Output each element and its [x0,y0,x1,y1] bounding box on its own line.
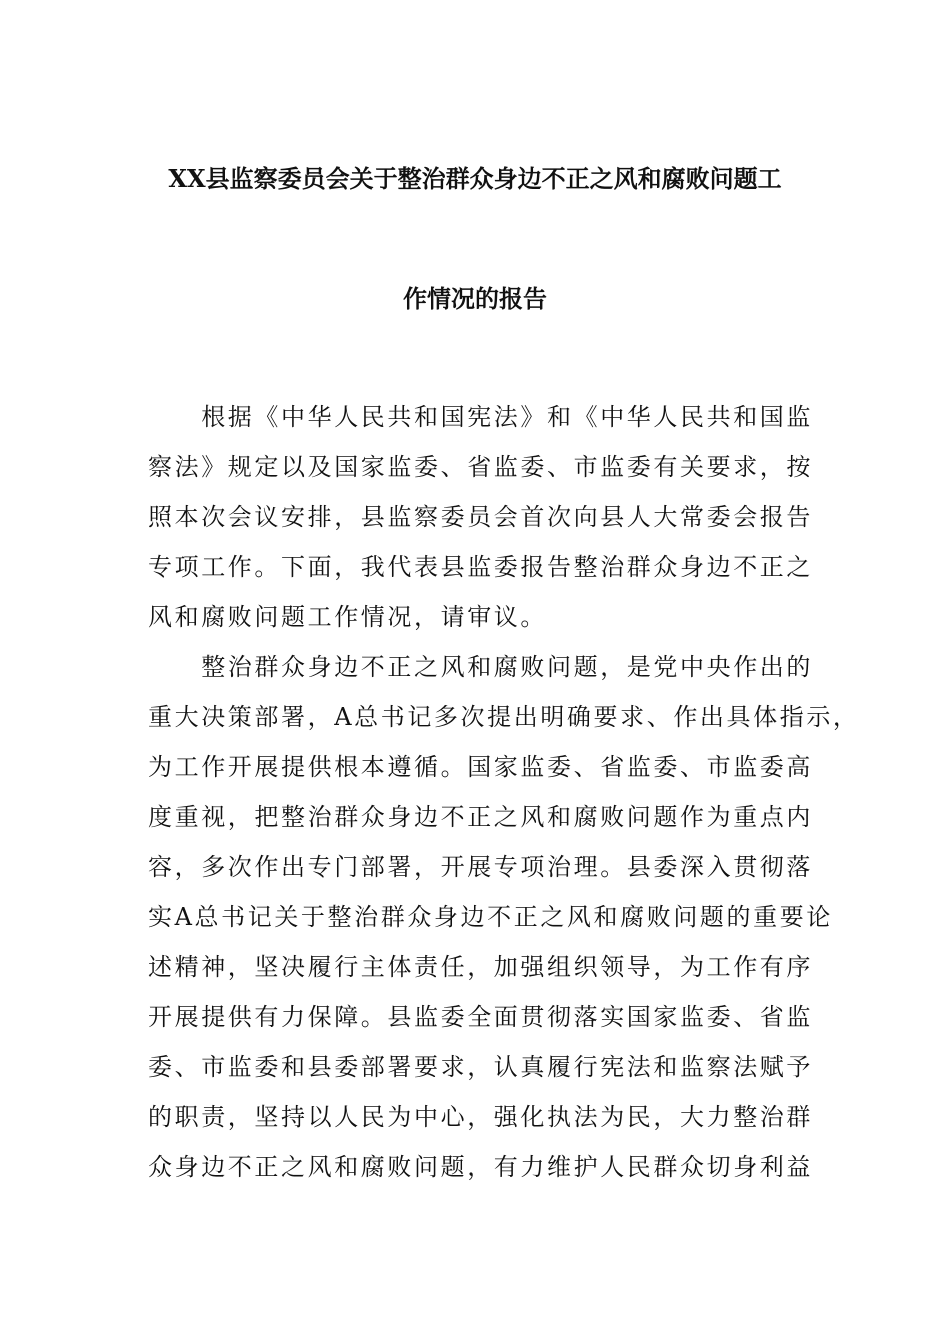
paragraph-line: 容，多次作出专门部署，开展专项治理。县委深入贯彻落 [148,853,813,881]
paragraph-line: 众身边不正之风和腐败问题，有力维护人民群众切身利益 [148,1153,813,1181]
paragraph-line: 专项工作。下面，我代表县监委报告整治群众身边不正之 [148,553,813,581]
paragraph-line: 的职责，坚持以人民为中心，强化执法为民，大力整治群 [148,1103,813,1131]
paragraph-line: 风和腐败问题工作情况，请审议。 [148,603,547,631]
document-title-line-2: 作情况的报告 [403,284,547,313]
paragraph-line: 重大决策部署，A总书记多次提出明确要求、作出具体指示， [148,703,860,731]
paragraph-line: 察法》规定以及国家监委、省监委、市监委有关要求，按 [148,453,813,481]
paragraph-line: 度重视，把整治群众身边不正之风和腐败问题作为重点内 [148,803,813,831]
paragraph-line: 述精神，坚决履行主体责任，加强组织领导，为工作有序 [148,953,813,981]
paragraph-line: 照本次会议安排，县监察委员会首次向县人大常委会报告 [148,503,813,531]
document-title-line-1: XX县监察委员会关于整治群众身边不正之风和腐败问题工 [168,164,782,193]
paragraph-line: 整治群众身边不正之风和腐败问题，是党中央作出的 [148,653,813,681]
paragraph-line: 开展提供有力保障。县监委全面贯彻落实国家监委、省监 [148,1003,813,1031]
paragraph-line: 委、市监委和县委部署要求，认真履行宪法和监察法赋予 [148,1053,813,1081]
paragraph-line: 根据《中华人民共和国宪法》和《中华人民共和国监 [148,403,813,431]
paragraph-line: 实A总书记关于整治群众身边不正之风和腐败问题的重要论 [148,903,833,931]
paragraph-line: 为工作开展提供根本遵循。国家监委、省监委、市监委高 [148,753,813,781]
